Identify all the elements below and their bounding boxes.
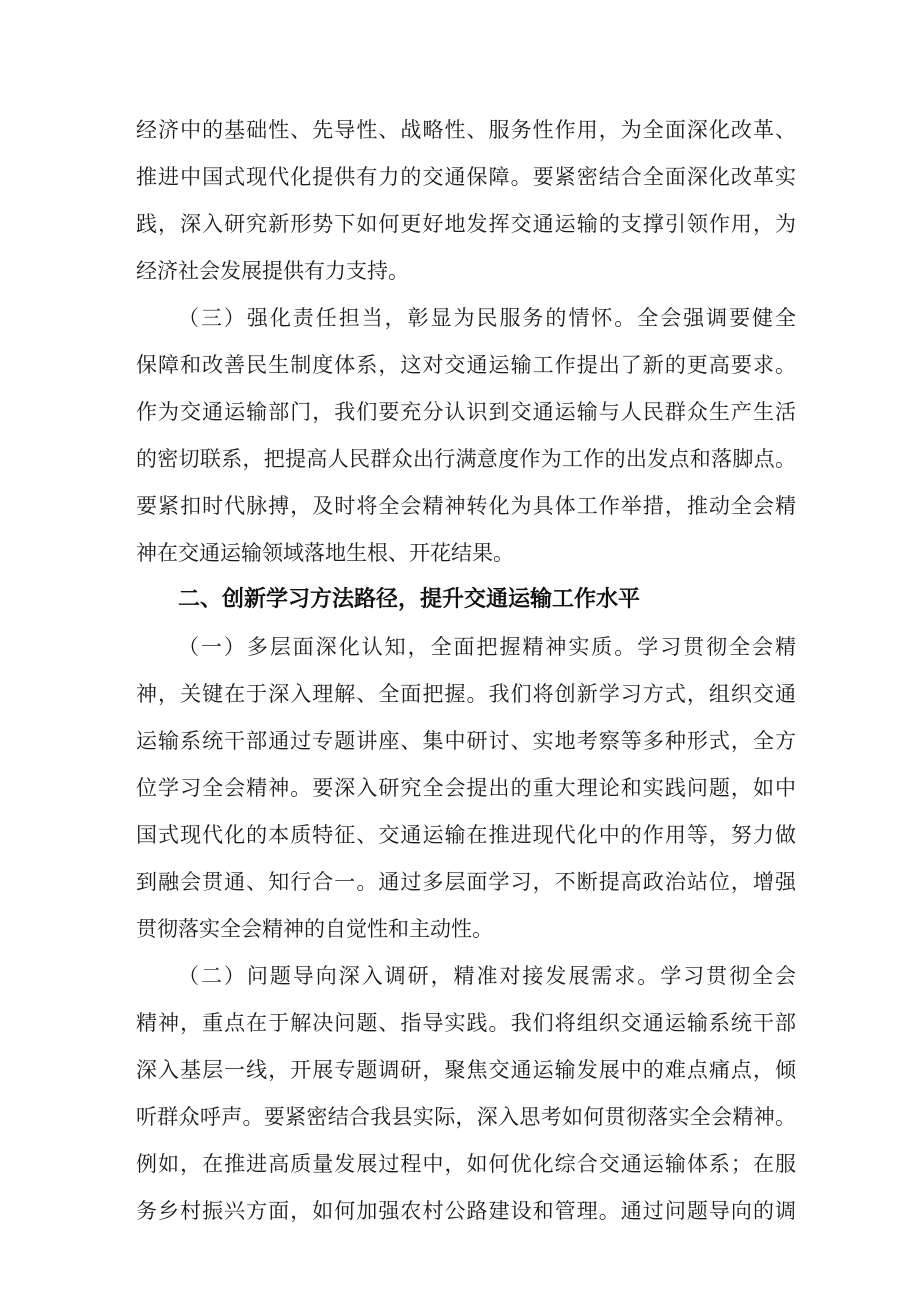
text-line: 例如，在推进高质量发展过程中，如何优化综合交通运输体系；在服 — [136, 1152, 796, 1176]
text-line: 深入基层一线，开展专题调研，聚焦交通运输发展中的难点痛点，倾 — [136, 1058, 796, 1082]
text-line: 保障和改善民生制度体系，这对交通运输工作提出了新的更高要求。 — [136, 353, 796, 377]
text-line: 经济中的基础性、先导性、战略性、服务性作用，为全面深化改革、 — [136, 118, 796, 142]
text-line: 位学习全会精神。要深入研究全会提出的重大理论和实践问题，如中 — [136, 776, 796, 800]
section-heading: 二、创新学习方法路径，提升交通运输工作水平 — [178, 587, 641, 612]
text-line: （一）多层面深化认知，全面把握精神实质。学习贯彻全会精 — [178, 635, 796, 659]
text-line: （二）问题导向深入调研，精准对接发展需求。学习贯彻全会 — [178, 964, 796, 988]
text-line: 要紧扣时代脉搏，及时将全会精神转化为具体工作举措，推动全会精 — [136, 494, 796, 518]
text-line: 神在交通运输领域落地生根、开花结果。 — [136, 541, 514, 565]
text-line: 推进中国式现代化提供有力的交通保障。要紧密结合全面深化改革实 — [136, 165, 796, 189]
text-line: 精神，重点在于解决问题、指导实践。我们将组织交通运输系统干部 — [136, 1011, 796, 1035]
text-line: 国式现代化的本质特征、交通运输在推进现代化中的作用等，努力做 — [136, 823, 796, 847]
text-line: 务乡村振兴方面，如何加强农村公路建设和管理。通过问题导向的调 — [136, 1199, 796, 1223]
text-line: 经济社会发展提供有力支持。 — [136, 259, 409, 283]
text-line: 听群众呼声。要紧密结合我县实际，深入思考如何贯彻落实全会精神。 — [136, 1105, 796, 1129]
text-line: 践，深入研究新形势下如何更好地发挥交通运输的支撑引领作用，为 — [136, 212, 796, 236]
text-line: 运输系统干部通过专题讲座、集中研讨、实地考察等多种形式，全方 — [136, 729, 796, 753]
text-line: 作为交通运输部门，我们要充分认识到交通运输与人民群众生产生活 — [136, 400, 796, 424]
text-line: 到融会贯通、知行合一。通过多层面学习，不断提高政治站位，增强 — [136, 870, 796, 894]
text-line: 的密切联系，把提高人民群众出行满意度作为工作的出发点和落脚点。 — [136, 447, 796, 471]
text-line: 贯彻落实全会精神的自觉性和主动性。 — [136, 917, 493, 941]
text-line: （三）强化责任担当，彰显为民服务的情怀。全会强调要健全 — [178, 306, 796, 330]
text-line: 神，关键在于深入理解、全面把握。我们将创新学习方式，组织交通 — [136, 682, 796, 706]
